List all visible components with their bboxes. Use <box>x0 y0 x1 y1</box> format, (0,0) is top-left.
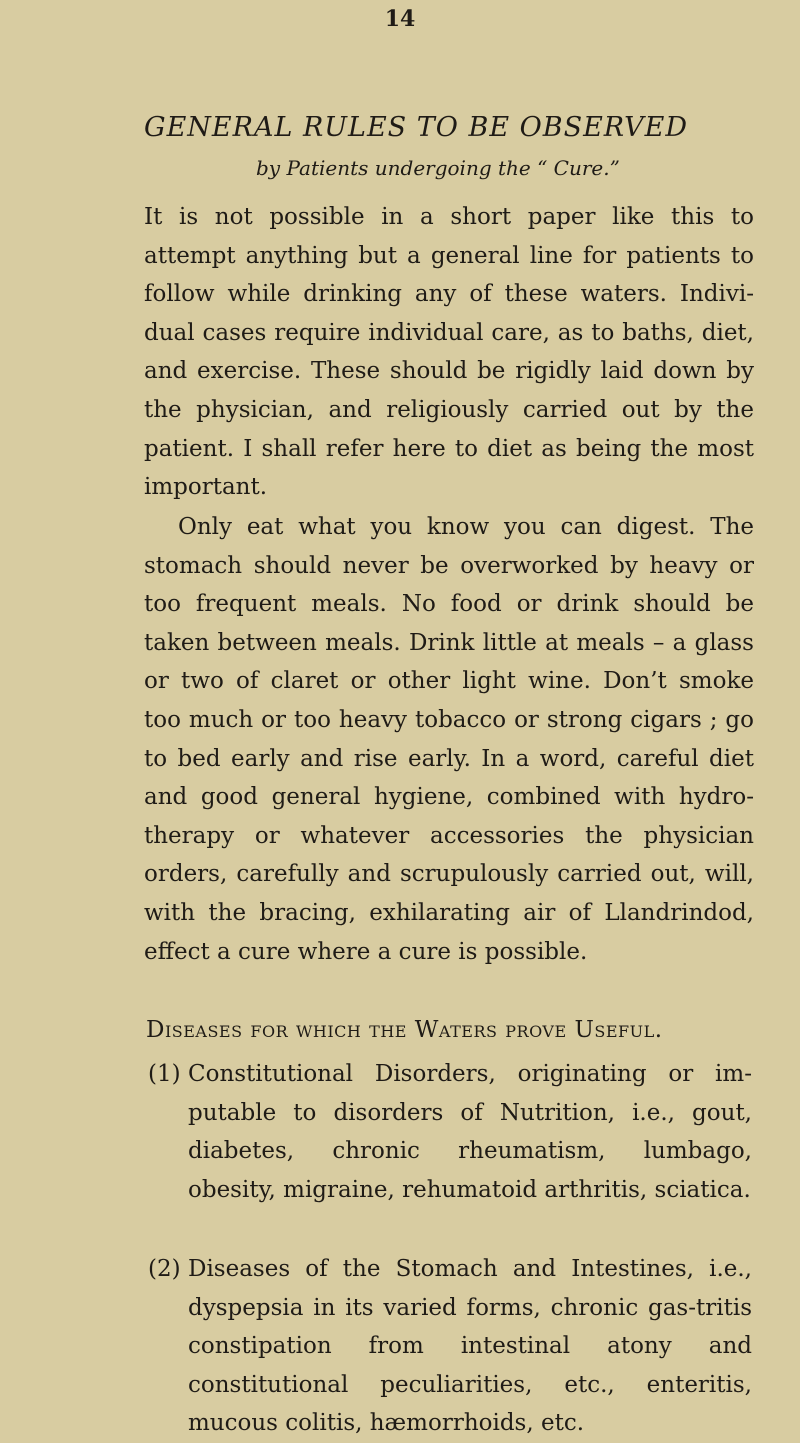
page-title: GENERAL RULES TO BE OBSERVED <box>144 112 689 143</box>
paragraph-diet-advice: Only eat what you know you can digest. The stomach should never be overworked by heavy or too frequent meals. No food or drink should be taken between meals. Drink little at meals – a glass or two of claret or other light wine. Don’t smoke too much or too heavy tobacco or strong cigars ; go to bed early and rise early. In a word, careful diet and good general hygiene, combined with hydro-therapy or whatever accessories the physician orders, carefully and scrupulously carried out, will, with the bracing, exhilarating air of Llandrindod, effect a cure where a cure is possible. <box>144 514 754 965</box>
section-heading: Diseases for which the Waters prove Useful. <box>146 1017 663 1043</box>
list-item-text: Constitutional Disorders, originating or im-putable to disorders of Nutrition, i.e., gout, diabetes, chronic rheumatism, lumbago, obesity, migraine, rehumatoid arthritis, sciatica. <box>188 1061 752 1203</box>
page-subtitle: by Patients undergoing the “ Cure.” <box>256 156 620 180</box>
list-item <box>148 1055 752 1209</box>
paragraph-intro: It is not possible in a short paper like this to attempt anything but a general line for patients to follow while drinking any of these waters. Indivi-dual cases require individual care, as to baths, diet, and exercise. These should be rigidly laid down by the physician, and religiously carried out by the patient. I shall refer here to diet as being the most important. <box>144 204 754 501</box>
list-item-number: (1) <box>148 1061 181 1087</box>
list-item-text: Diseases of the Stomach and Intestines, i.e., dyspepsia in its varied forms, chronic gas-tritis constipation from intestinal atony and constitutional peculiarities, etc., enteritis, mucous colitis, hæmorrhoids, etc. <box>188 1256 752 1437</box>
list-item-number: (2) <box>148 1256 181 1282</box>
list-item <box>148 1250 752 1443</box>
page-number: 14 <box>384 6 416 32</box>
